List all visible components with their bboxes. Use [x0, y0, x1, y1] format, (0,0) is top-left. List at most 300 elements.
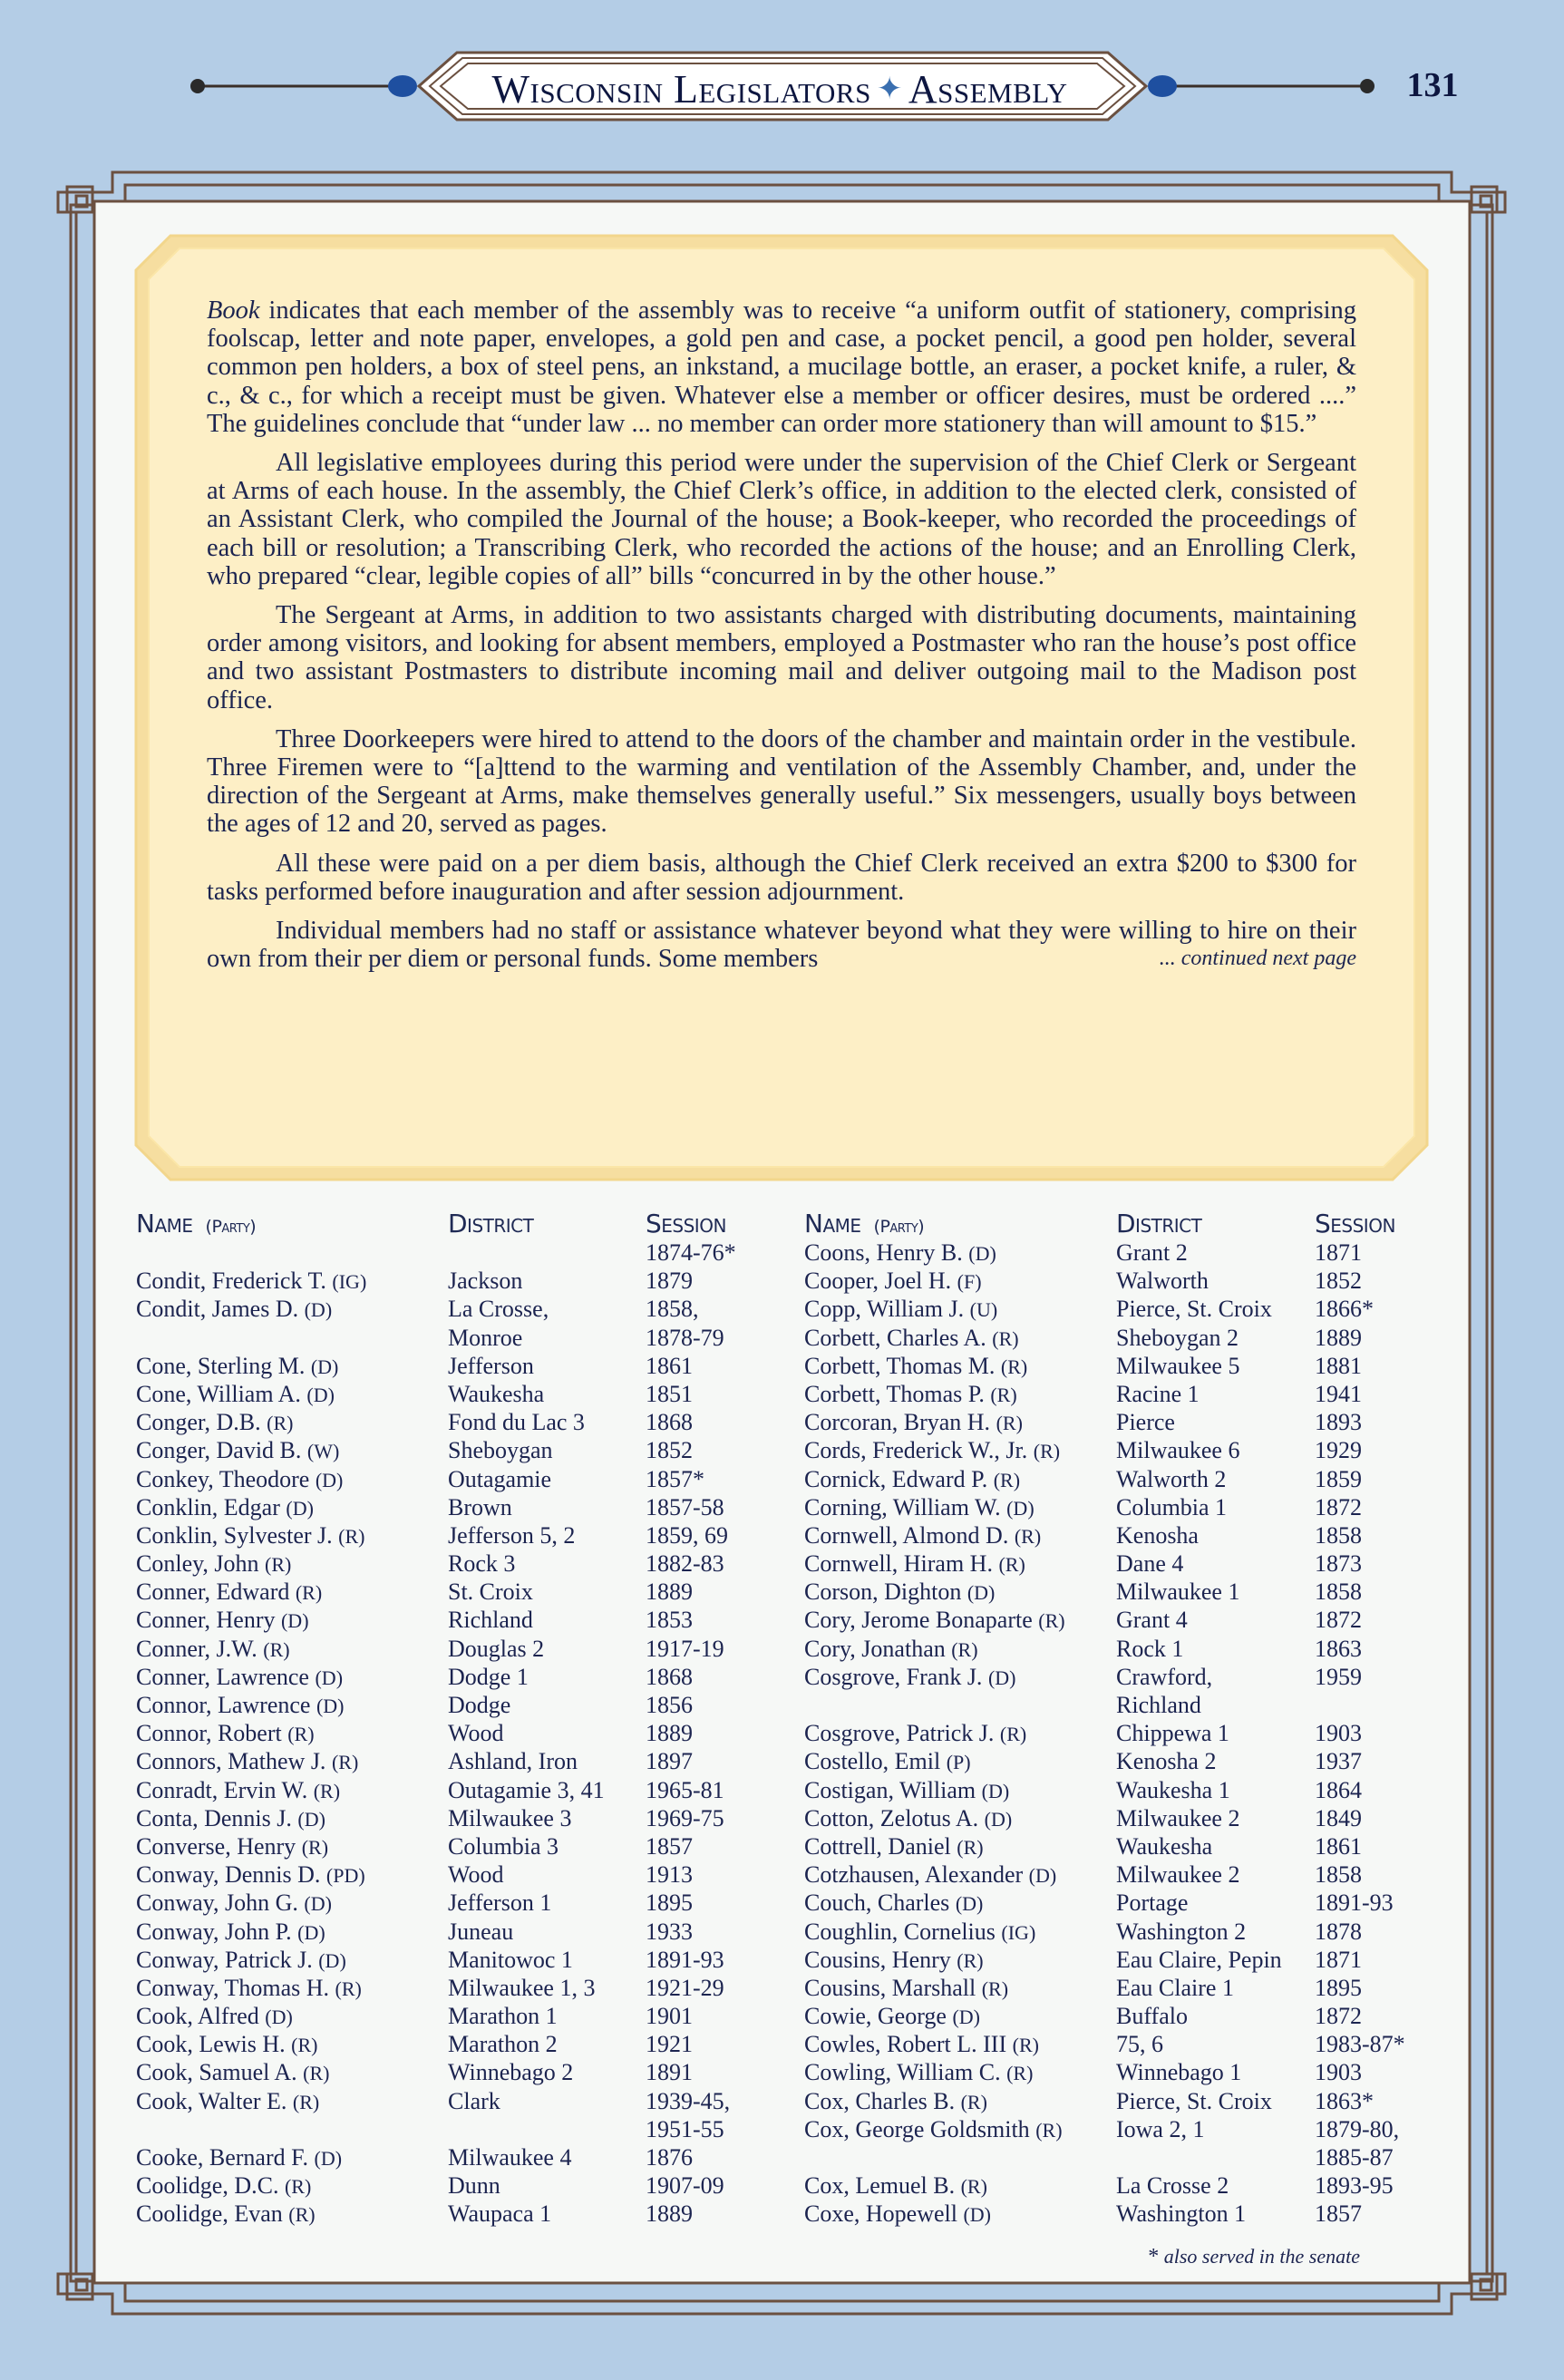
name-text: Conway, John G.: [136, 1889, 298, 1917]
district: Milwaukee 1, 3: [448, 1974, 596, 2001]
party-text: (D): [1028, 1864, 1057, 1888]
session: 1878: [1315, 1918, 1362, 1945]
session: 1874-76*: [646, 1239, 736, 1266]
district: Jefferson 1: [448, 1889, 552, 1917]
legislator-name: [136, 1832, 448, 1860]
district: Clark: [448, 2087, 500, 2114]
district: Crawford,: [1116, 1663, 1213, 1690]
name-text: Cotzhausen, Alexander: [804, 1861, 1024, 1889]
party-text: (R): [992, 1326, 1019, 1350]
district: Winnebago 2: [448, 2059, 574, 2086]
header-title-part1: Wisconsin Legislators: [491, 66, 871, 112]
legislator-name: [804, 1719, 1116, 1747]
table-row: [804, 1239, 1469, 1267]
name-text: Corning, William W.: [804, 1493, 1001, 1520]
table-row: [136, 1493, 800, 1521]
session: 1903: [1315, 1720, 1362, 1747]
column-header-district: District: [448, 1209, 534, 1239]
table-row: [804, 2030, 1469, 2058]
district: La Crosse,: [448, 1296, 549, 1323]
name-text: Cox, Lemuel B.: [804, 2172, 956, 2200]
legislator-table-left: [136, 1195, 800, 2229]
table-row: [136, 1324, 800, 1352]
session: 1858: [1315, 1521, 1362, 1549]
table-row: [136, 1719, 800, 1747]
legislator-name: [136, 1578, 448, 1606]
legislator-name: [136, 1465, 448, 1493]
party-text: (D): [315, 1666, 344, 1689]
party-text: (D): [265, 2006, 293, 2029]
table-row: [136, 2087, 800, 2115]
table-row: [804, 1352, 1469, 1380]
name-text: Connor, Lawrence: [136, 1692, 311, 1718]
party-text: (D): [297, 1920, 325, 1944]
party-text: (D): [304, 1892, 332, 1916]
legislator-name: [804, 2002, 1116, 2030]
session: 1866*: [1315, 1296, 1374, 1323]
legislator-name: [804, 2030, 1116, 2058]
session: 1851: [646, 1380, 693, 1407]
table-row: [136, 1918, 800, 1946]
legislator-name: [136, 1747, 448, 1775]
party-text: (R): [998, 1553, 1025, 1577]
party-text: (D): [955, 1892, 984, 1916]
table-row: [804, 1493, 1469, 1521]
legislator-name: [804, 1493, 1116, 1521]
name-text: Costello, Emil: [804, 1748, 941, 1775]
name-text: Cosgrove, Frank J.: [804, 1663, 983, 1690]
district: Chippewa 1: [1116, 1720, 1229, 1747]
party-text: (R): [993, 1468, 1021, 1491]
name-text: Corbett, Charles A.: [804, 1324, 986, 1351]
table-row: [804, 1663, 1469, 1691]
session: 1858: [1315, 1861, 1362, 1889]
party-text: (D): [952, 2006, 980, 2029]
name-text: Conger, David B.: [136, 1437, 302, 1464]
district: Grant 2: [1116, 1239, 1188, 1266]
district: Outagamie 3, 41: [448, 1776, 605, 1803]
session: 1921-29: [646, 1974, 724, 2001]
header-name-label: Name: [136, 1209, 193, 1239]
name-text: Cory, Jerome Bonaparte: [804, 1607, 1033, 1634]
legislator-name: [804, 1267, 1116, 1295]
legislator-name: [136, 1549, 448, 1578]
intro-text: [207, 296, 1356, 973]
name-text: Cone, Sterling M.: [136, 1352, 306, 1379]
legislator-name: [804, 1295, 1116, 1323]
name-text: Conta, Dennis J.: [136, 1804, 292, 1831]
district: Richland: [448, 1607, 533, 1634]
legislator-name: [136, 1946, 448, 1974]
legislator-name: [804, 1663, 1116, 1691]
district: Dodge: [448, 1692, 511, 1718]
legislator-name: [804, 1860, 1116, 1889]
legislator-name: [136, 1974, 448, 2002]
table-row: [136, 1974, 800, 2002]
name-text: Cowling, William C.: [804, 2059, 1001, 2086]
table-row: [136, 1521, 800, 1549]
party-text: (D): [316, 1695, 345, 1717]
district: Kenosha: [1116, 1521, 1199, 1549]
name-text: Couch, Charles: [804, 1889, 950, 1917]
legislator-name: [804, 2115, 1116, 2143]
district: Sheboygan 2: [1116, 1324, 1239, 1351]
session: 1857: [1315, 2200, 1362, 2228]
name-text: Cornwell, Almond D.: [804, 1521, 1009, 1549]
party-text: (R): [960, 2175, 987, 2199]
party-text: (D): [314, 2147, 343, 2170]
column-header-session: Session: [646, 1209, 726, 1239]
name-text: Conway, Thomas H.: [136, 1974, 330, 2001]
party-text: (D): [310, 1355, 339, 1378]
district: Brown: [448, 1493, 512, 1520]
legislator-name: [804, 2087, 1116, 2115]
table-row: [136, 2171, 800, 2200]
footnote-asterisk: *: [1148, 2245, 1160, 2268]
session: 1941: [1315, 1380, 1362, 1407]
name-text: Cowles, Robert L. III: [804, 2031, 1007, 2058]
name-text: Cook, Walter E.: [136, 2087, 287, 2114]
legislator-name: [804, 1408, 1116, 1436]
column-header-district: District: [1116, 1209, 1202, 1239]
party-text: (D): [1006, 1496, 1035, 1520]
district: Ashland, Iron: [448, 1748, 578, 1775]
district: Washington 2: [1116, 1918, 1247, 1945]
district: St. Croix: [448, 1579, 533, 1606]
session: 1863*: [1315, 2087, 1374, 2114]
name-text: Conner, J.W.: [136, 1635, 257, 1662]
party-text: (D): [967, 1581, 996, 1605]
session: 1891-93: [646, 1946, 724, 1973]
continued-next-page: ... continued next page: [1159, 947, 1356, 971]
session: 1861: [646, 1352, 693, 1379]
session: 1858: [1315, 1579, 1362, 1606]
intro-paragraph-6: [207, 917, 1356, 973]
table-row: [136, 1663, 800, 1691]
table-row: [804, 2002, 1469, 2030]
party-text: (R): [284, 2175, 312, 2199]
name-text: Cox, Charles B.: [804, 2087, 956, 2114]
intro-paragraph-4: Three Doorkeepers were hired to attend to the doors of the chamber and maintain order in the vestibule. Three Firemen were to “[a]ttend to the warming and ventilation of the Assembly Chamber, and, under the direction of the Sergeant at Arms, make themselves generally useful.” Six messengers, usually boys between the ages of 12 and 20, served as pages.: [207, 724, 1356, 839]
legislator-table-right: [804, 1195, 1469, 2229]
party-text: (R): [331, 1751, 359, 1774]
footnote: [997, 2245, 1360, 2269]
session: 1871: [1315, 1239, 1362, 1266]
district: Racine 1: [1116, 1380, 1200, 1407]
name-text: Conkey, Theodore: [136, 1465, 310, 1492]
book-title: Book: [207, 296, 260, 325]
district: Rock 3: [448, 1550, 516, 1578]
table-row: [804, 1918, 1469, 1946]
session: 1858,: [646, 1296, 699, 1323]
table-row: [136, 1267, 800, 1295]
legislator-name: [804, 1635, 1116, 1663]
name-text: Cook, Alfred: [136, 2003, 259, 2030]
name-text: Coxe, Hopewell: [804, 2200, 957, 2228]
legislator-name: [804, 1606, 1116, 1634]
district: Milwaukee 4: [448, 2144, 572, 2171]
name-text: Condit, Frederick T.: [136, 1268, 326, 1295]
name-text: Costigan, William: [804, 1776, 976, 1803]
district: Waukesha: [448, 1380, 545, 1407]
session: 1857-58: [646, 1493, 724, 1520]
party-text: (R): [267, 1412, 294, 1435]
party-text: (D): [280, 1609, 309, 1633]
legislator-name: [136, 2143, 448, 2171]
session: 1913: [646, 1861, 693, 1889]
legislator-name: [136, 1719, 448, 1747]
legislator-name: [136, 1267, 448, 1295]
name-text: Conley, John: [136, 1550, 259, 1578]
party-text: (IG): [332, 1270, 367, 1294]
district: Richland: [1116, 1692, 1201, 1718]
party-text: (D): [304, 1298, 333, 1322]
district: Walworth: [1116, 1268, 1209, 1295]
session: 1849: [1315, 1804, 1362, 1831]
table-row: [804, 1465, 1469, 1493]
name-text: Cook, Samuel A.: [136, 2059, 297, 2086]
district: Marathon 1: [448, 2003, 558, 2030]
compass-star-icon: ✦: [876, 73, 903, 106]
district: Jackson: [448, 1268, 523, 1295]
legislator-name: [136, 1295, 448, 1323]
party-text: (R): [301, 1835, 329, 1859]
table-body-right: [804, 1239, 1469, 2229]
session: 1969-75: [646, 1804, 724, 1831]
district: Milwaukee 5: [1116, 1352, 1240, 1379]
district: Milwaukee 1: [1116, 1579, 1240, 1606]
session: 1872: [1315, 2003, 1362, 2030]
table-row: [804, 2171, 1469, 2200]
party-text: (R): [292, 2090, 320, 2113]
table-row: [136, 1747, 800, 1775]
header-title-part2: Assembly: [908, 66, 1068, 112]
district: Grant 4: [1116, 1607, 1188, 1634]
district: Pierce, St. Croix: [1116, 2087, 1272, 2114]
session: 1889: [1315, 1324, 1362, 1351]
session: 1857*: [646, 1465, 704, 1492]
party-text: (W): [306, 1440, 340, 1463]
district: La Crosse 2: [1116, 2172, 1229, 2200]
name-text: Cook, Lewis H.: [136, 2031, 286, 2058]
legislator-name: [136, 1663, 448, 1691]
session: 1889: [646, 1579, 693, 1606]
table-row: [804, 1776, 1469, 1804]
legislator-name: [804, 1436, 1116, 1464]
legislator-name: [804, 1691, 1116, 1719]
legislator-name: [804, 1239, 1116, 1267]
district: Winnebago 1: [1116, 2059, 1242, 2086]
legislator-name: [804, 1324, 1116, 1352]
district: Fond du Lac 3: [448, 1409, 585, 1436]
party-text: (D): [315, 1468, 344, 1491]
legislator-name: [804, 2143, 1116, 2171]
district: [1116, 2143, 1315, 2171]
table-row: [804, 1436, 1469, 1464]
table-row: [804, 1521, 1469, 1549]
legislator-name: [804, 1804, 1116, 1832]
table-row: [136, 1776, 800, 1804]
name-text: Corbett, Thomas P.: [804, 1380, 985, 1407]
session: 1917-19: [646, 1635, 724, 1662]
name-text: Cornick, Edward P.: [804, 1465, 988, 1492]
table-row: [136, 2143, 800, 2171]
name-text: Cooper, Joel H.: [804, 1268, 952, 1295]
district: Waukesha: [1116, 1832, 1213, 1860]
session: 1872: [1315, 1493, 1362, 1520]
name-text: Conklin, Edgar: [136, 1493, 280, 1520]
legislator-name: [804, 1946, 1116, 1974]
intro-paragraph-5: All these were paid on a per diem basis, although the Chief Clerk received an extra $200 to $300 for tasks performed before inauguration and after session adjournment.: [207, 849, 1356, 906]
session: 1891: [646, 2059, 693, 2086]
table-row: [136, 2002, 800, 2030]
session: 1852: [1315, 1268, 1362, 1295]
session: 1965-81: [646, 1776, 724, 1803]
table-row: [136, 1549, 800, 1578]
party-text: (PD): [325, 1864, 365, 1888]
session: 1864: [1315, 1776, 1362, 1803]
party-text: (R): [291, 2034, 318, 2057]
legislator-name: [804, 1889, 1116, 1917]
legislator-name: [136, 1239, 448, 1267]
party-text: (R): [1014, 1524, 1042, 1548]
session: 1895: [646, 1889, 693, 1917]
legislator-name: [804, 1974, 1116, 2002]
legislator-name: [136, 2200, 448, 2228]
session: 1921: [646, 2031, 693, 2058]
table-row: [804, 1578, 1469, 1606]
table-row: [804, 1606, 1469, 1634]
session: 1876: [646, 2144, 693, 2171]
table-row: [804, 1832, 1469, 1860]
session: 1889: [646, 1720, 693, 1747]
legislator-name: [136, 2002, 448, 2030]
name-text: Cosgrove, Patrick J.: [804, 1720, 995, 1747]
district: Dodge 1: [448, 1663, 529, 1690]
legislator-name: [136, 1606, 448, 1634]
table-row: [136, 1465, 800, 1493]
party-text: (R): [1038, 1609, 1065, 1633]
session: 1852: [646, 1437, 693, 1464]
party-text: (R): [957, 1835, 984, 1859]
session: 1901: [646, 2003, 693, 2030]
table-row: [804, 1974, 1469, 2002]
legislator-name: [136, 1860, 448, 1889]
intro-paragraph-3: The Sergeant at Arms, in addition to two assistants charged with distributing documents, maintaining order among visitors, and looking for absent members, employed a Postmaster who ran the house’s post office and two assistant Postmasters to distribute incoming mail and deliver outgoing mail to the Madison post office.: [207, 601, 1356, 714]
party-text: (R): [999, 1723, 1027, 1746]
table-row: [136, 1691, 800, 1719]
legislator-name: [804, 1549, 1116, 1578]
legislator-name: [804, 1352, 1116, 1380]
legislator-name: [136, 1889, 448, 1917]
name-text: Converse, Henry: [136, 1832, 296, 1860]
district: Washington 1: [1116, 2200, 1247, 2228]
session: 1879: [646, 1268, 693, 1295]
legislator-name: [136, 2030, 448, 2058]
session: 1983-87*: [1315, 2031, 1405, 2058]
table-row: [136, 1408, 800, 1436]
party-text: (D): [987, 1666, 1016, 1689]
table-row: [136, 1860, 800, 1889]
legislator-name: [136, 1436, 448, 1464]
name-text: Conner, Lawrence: [136, 1663, 309, 1690]
session: 1939-45,: [646, 2087, 731, 2114]
district: [448, 1239, 646, 1267]
name-text: Coughlin, Cornelius: [804, 1918, 996, 1945]
name-text: Cone, William A.: [136, 1380, 301, 1407]
page-number: 131: [1406, 66, 1459, 104]
party-text: (U): [969, 1298, 998, 1322]
table-row: [804, 1380, 1469, 1408]
party-text: (R): [303, 2062, 330, 2085]
name-text: Cousins, Henry: [804, 1946, 951, 1973]
name-text: Cousins, Marshall: [804, 1974, 976, 2001]
table-row: [136, 1946, 800, 1974]
table-row: [804, 1804, 1469, 1832]
column-header-name: [804, 1209, 1116, 1239]
name-text: Cornwell, Hiram H.: [804, 1550, 993, 1578]
table-header-right: [804, 1195, 1469, 1239]
party-text: (R): [960, 2090, 987, 2113]
table-row: [136, 1606, 800, 1634]
legislator-name: [136, 1380, 448, 1408]
district: Eau Claire, Pepin: [1116, 1946, 1282, 1973]
legislator-name: [136, 1804, 448, 1832]
table-row: [804, 1719, 1469, 1747]
district: Dane 4: [1116, 1550, 1184, 1578]
district: Waupaca 1: [448, 2200, 552, 2228]
intro-paragraph-1: [207, 296, 1356, 438]
header-party-label: (Party): [205, 1217, 257, 1237]
column-header-session: Session: [1315, 1209, 1395, 1239]
party-text: (R): [338, 1524, 365, 1548]
legislator-name: [136, 2087, 448, 2115]
district: [448, 2115, 646, 2143]
session: 1878-79: [646, 1324, 724, 1351]
table-row: [804, 1295, 1469, 1323]
session: 1891-93: [1315, 1889, 1394, 1917]
name-text: Cox, George Goldsmith: [804, 2115, 1030, 2142]
intro-paragraph-2: All legislative employees during this period were under the supervision of the Chief Clerk or Sergeant at Arms of each house. In the assembly, the Chief Clerk’s office, in addition to the elected clerk, consisted of an Assistant Clerk, who compiled the Journal of the house; a Book-keeper, who recorded the proceedings of each bill or resolution; a Transcribing Clerk, who recorded the actions of the house; and an Enrolling Clerk, who prepared “clear, legible copies of all” bills “concurred in by the other house.”: [207, 449, 1356, 590]
legislator-name: [804, 2058, 1116, 2086]
legislator-name: [136, 2115, 448, 2143]
table-row: [136, 1380, 800, 1408]
table-row: [136, 1578, 800, 1606]
intro-paragraph-1-text: indicates that each member of the assembly was to receive “a uniform outfit of stationery, comprising foolscap, letter and note paper, envelopes, a gold pen and case, a pocket pencil, a good pen holder, several common pen holders, a box of steel pens, an inkstand, a mucilage bottle, an eraser, a pocket knife, a ruler, & c., & c., for which a receipt must be given. Whatever else a member or officer desires, must be ordered ....” The guidelines conclude that “under law ... no member can order more stationery than will amount to $15.”: [207, 296, 1356, 438]
name-text: Cotton, Zelotus A.: [804, 1804, 979, 1831]
name-text: Conway, John P.: [136, 1918, 292, 1945]
session: 1885-87: [1315, 2144, 1394, 2171]
session: 1889: [646, 2200, 693, 2228]
legislator-name: [804, 1521, 1116, 1549]
party-text: (R): [996, 1412, 1023, 1435]
table-row: [136, 2030, 800, 2058]
district: Dunn: [448, 2172, 500, 2200]
table-row: [804, 1635, 1469, 1663]
table-row: [136, 1635, 800, 1663]
session: 1893: [1315, 1409, 1362, 1436]
legislator-name: [136, 1691, 448, 1719]
district: Outagamie: [448, 1465, 552, 1492]
session: 1857: [646, 1832, 693, 1860]
table-row: [136, 1889, 800, 1917]
name-text: Coons, Henry B.: [804, 1239, 963, 1266]
party-text: (R): [1012, 2034, 1039, 2057]
party-text: (D): [984, 1807, 1013, 1831]
district: Iowa 2, 1: [1116, 2115, 1205, 2142]
header-party-label: (Party): [873, 1217, 925, 1237]
table-row: [804, 2115, 1469, 2143]
